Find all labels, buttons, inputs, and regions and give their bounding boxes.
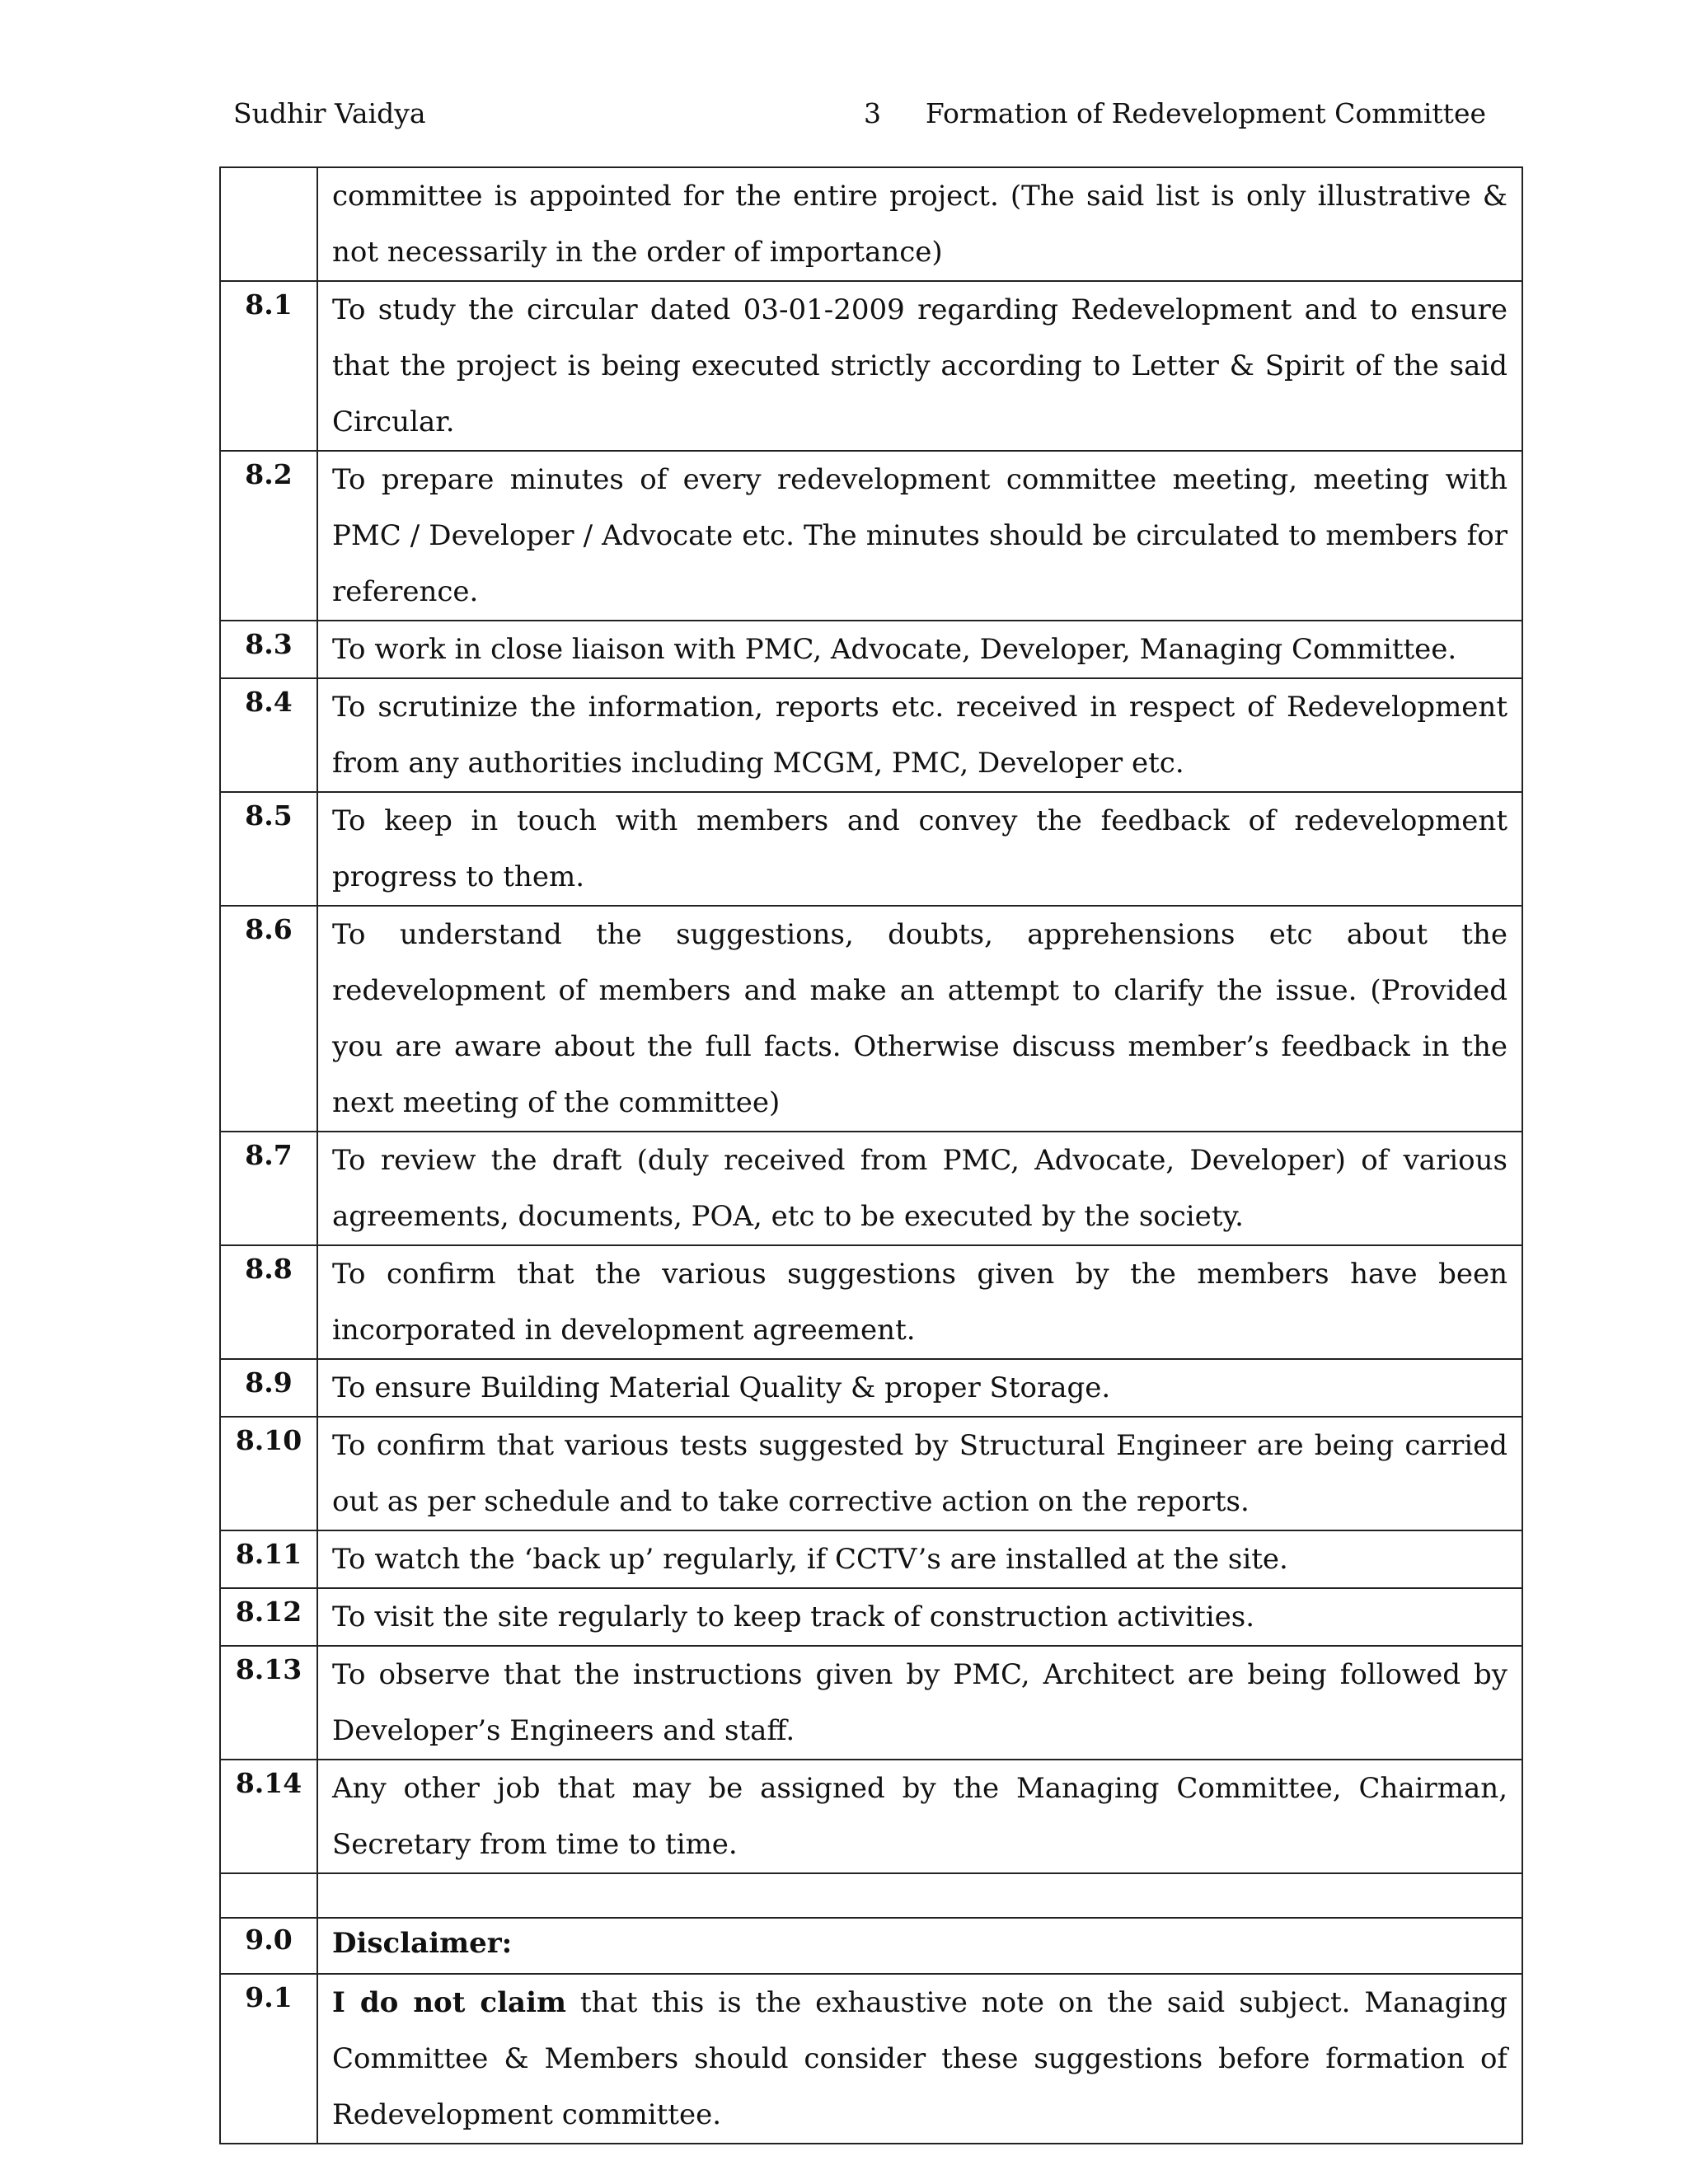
- row-number: 8.2: [220, 451, 317, 621]
- row-text-cell: [317, 792, 1522, 906]
- page-header: [233, 97, 1486, 134]
- row-text: committee is appointed for the entire project. (The said list is only illustrative & not necessarily in the order of importance): [332, 180, 1507, 269]
- table-row-disclaimer-heading: [220, 1918, 1522, 1974]
- row-text: Any other job that may be assigned by the Managing Committee, Chairman, Secretary from time to time.: [332, 1772, 1507, 1861]
- table-row: [220, 621, 1522, 678]
- table-row: [220, 906, 1522, 1132]
- table-row: [220, 451, 1522, 621]
- row-text: To study the circular dated 03-01-2009 regarding Redevelopment and to ensure that the project is being executed strictly according to Letter & Spirit of the said Circular.: [332, 293, 1507, 438]
- row-number: 8.12: [220, 1588, 317, 1646]
- table-row: [220, 1646, 1522, 1760]
- row-number: 8.7: [220, 1132, 317, 1245]
- row-text-cell: [317, 167, 1522, 281]
- empty-number-cell: [220, 1873, 317, 1918]
- row-number: 8.14: [220, 1760, 317, 1873]
- row-number: 8.3: [220, 621, 317, 678]
- row-text-cell: [317, 1918, 1522, 1974]
- row-text: To prepare minutes of every redevelopment committee meeting, meeting with PMC / Developer / Advocate etc. The minutes should be circulated to members for reference.: [332, 463, 1507, 608]
- row-text-cell: [317, 621, 1522, 678]
- row-text: To confirm that various tests suggested by Structural Engineer are being carried out as per schedule and to take corrective action on the reports.: [332, 1429, 1507, 1518]
- row-text: To understand the suggestions, doubts, apprehensions etc about the redevelopment of members and make an attempt to clarify the issue. (Provided you are aware about the full facts. Otherwise discuss member’s feedback in the next meeting of the committee): [332, 918, 1507, 1119]
- row-text: To review the draft (duly received from PMC, Advocate, Developer) of various agreements, documents, POA, etc to be executed by the society.: [332, 1144, 1507, 1233]
- row-text-cell: [317, 281, 1522, 451]
- row-number: 8.5: [220, 792, 317, 906]
- row-text-cell: [317, 1417, 1522, 1530]
- table-row: [220, 792, 1522, 906]
- table-row: [220, 1245, 1522, 1359]
- row-text: To confirm that the various suggestions given by the members have been incorporated in development agreement.: [332, 1258, 1507, 1347]
- table-row-disclaimer: [220, 1974, 1522, 2144]
- table-row: [220, 281, 1522, 451]
- row-text-cell: [317, 1974, 1522, 2144]
- disclaimer-heading: Disclaimer:: [332, 1927, 513, 1960]
- row-text-cell: [317, 1245, 1522, 1359]
- header-page-number: 3: [864, 97, 881, 129]
- table-row-continuation: [220, 167, 1522, 281]
- row-text: To work in close liaison with PMC, Advocate, Developer, Managing Committee.: [332, 633, 1457, 666]
- table-row: [220, 1588, 1522, 1646]
- row-text-cell: [317, 906, 1522, 1132]
- disclaimer-bold-lead: I do not claim: [332, 1986, 566, 2019]
- row-number: 8.11: [220, 1530, 317, 1588]
- row-number: 8.6: [220, 906, 317, 1132]
- table-row: [220, 1760, 1522, 1873]
- row-number: 8.4: [220, 678, 317, 792]
- disclaimer-text: [332, 1975, 1507, 2143]
- table-row: [220, 1530, 1522, 1588]
- header-document-title: Formation of Redevelopment Committee: [925, 97, 1486, 129]
- row-text-cell: [317, 1588, 1522, 1646]
- table-row: [220, 678, 1522, 792]
- row-number: 8.9: [220, 1359, 317, 1417]
- row-text-cell: [317, 451, 1522, 621]
- row-text: To ensure Building Material Quality & proper Storage.: [332, 1371, 1111, 1404]
- table-row: [220, 1132, 1522, 1245]
- row-text-cell: [317, 1530, 1522, 1588]
- header-author: Sudhir Vaidya: [233, 97, 426, 129]
- row-text: To observe that the instructions given by PMC, Architect are being followed by Developer’s Engineers and staff.: [332, 1658, 1507, 1747]
- row-number: 8.1: [220, 281, 317, 451]
- table-row-empty: [220, 1873, 1522, 1918]
- table-row: [220, 1417, 1522, 1530]
- table-row: [220, 1359, 1522, 1417]
- row-number: [220, 167, 317, 281]
- empty-text-cell: [317, 1873, 1522, 1918]
- row-number: 8.8: [220, 1245, 317, 1359]
- row-number: 8.13: [220, 1646, 317, 1760]
- row-number: 8.10: [220, 1417, 317, 1530]
- row-text: To keep in touch with members and convey the feedback of redevelopment progress to them.: [332, 804, 1507, 893]
- row-text-cell: [317, 1646, 1522, 1760]
- row-text-cell: [317, 1359, 1522, 1417]
- row-text-cell: [317, 1760, 1522, 1873]
- row-number: 9.1: [220, 1974, 317, 2144]
- row-text-cell: [317, 678, 1522, 792]
- row-text-cell: [317, 1132, 1522, 1245]
- duties-table: [219, 166, 1523, 2144]
- row-number: 9.0: [220, 1918, 317, 1974]
- disclaimer-body: that this is the exhaustive note on the said subject. Managing Committee & Members should consider these suggestions before formation of Redevelopment committee.: [332, 1986, 1507, 2131]
- row-text: To visit the site regularly to keep track of construction activities.: [332, 1601, 1255, 1633]
- row-text: To scrutinize the information, reports etc. received in respect of Redevelopment from any authorities including MCGM, PMC, Developer etc.: [332, 691, 1507, 780]
- row-text: To watch the ‘back up’ regularly, if CCTV’s are installed at the site.: [332, 1543, 1288, 1576]
